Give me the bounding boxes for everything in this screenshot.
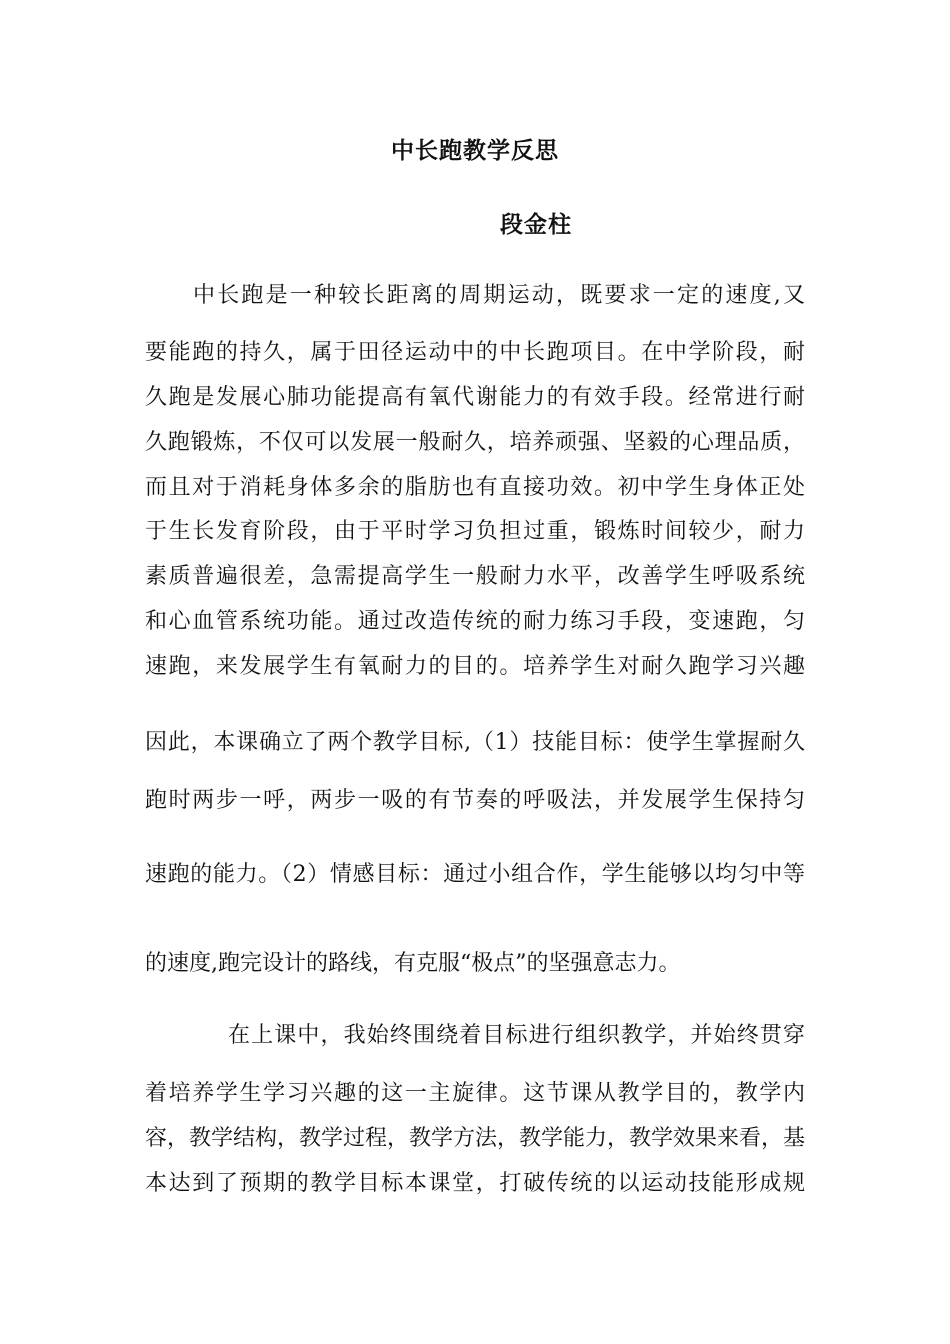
paragraph-line: 中长跑是一种较长距离的周期运动，既要求一定的速度,又: [193, 283, 805, 308]
paragraph-line: 要能跑的持久，属于田径运动中的中长跑项目。在中学阶段，耐: [145, 340, 805, 365]
paragraph-line: 久跑是发展心肺功能提高有氧代谢能力的有效手段。经常进行耐: [145, 385, 805, 410]
paragraph-line: 的速度,跑完设计的路线，有克服“极点”的坚强意志力。: [145, 951, 681, 976]
paragraph-line: 容，教学结构，教学过程，教学方法，教学能力，教学效果来看，基: [145, 1126, 806, 1151]
paragraph-line: 速跑的能力。（2）情感目标：通过小组合作，学生能够以均匀中等: [145, 862, 805, 887]
paragraph-line: 速跑，来发展学生有氧耐力的目的。培养学生对耐久跑学习兴趣: [145, 654, 805, 679]
paragraph-line: 在上课中，我始终围绕着目标进行组织教学，并始终贯穿: [228, 1023, 805, 1048]
paragraph-line: 久跑锻炼，不仅可以发展一般耐久，培养顽强、坚毅的心理品质，: [145, 430, 805, 455]
paragraph-line: 因此，本课确立了两个教学目标,（1）技能目标：使学生掌握耐久: [145, 730, 805, 755]
document-author: 段金柱: [500, 212, 572, 238]
paragraph-line: 跑时两步一呼，两步一吸的有节奏的呼吸法，并发展学生保持匀: [145, 788, 805, 813]
paragraph-line: 着培养学生学习兴趣的这一主旋律。这节课从教学目的，教学内: [145, 1081, 805, 1106]
paragraph-line: 本达到了预期的教学目标本课堂，打破传统的以运动技能形成规: [145, 1171, 805, 1196]
document-title: 中长跑教学反思: [391, 138, 559, 164]
paragraph-line: 素质普遍很差，急需提高学生一般耐力水平，改善学生呼吸系统: [145, 564, 805, 589]
paragraph-line: 和心血管系统功能。通过改造传统的耐力练习手段，变速跑，匀: [145, 609, 805, 634]
paragraph-line: 于生长发育阶段，由于平时学习负担过重，锻炼时间较少，耐力: [145, 519, 805, 544]
paragraph-line: 而且对于消耗身体多余的脂肪也有直接功效。初中学生身体正处: [145, 475, 805, 500]
